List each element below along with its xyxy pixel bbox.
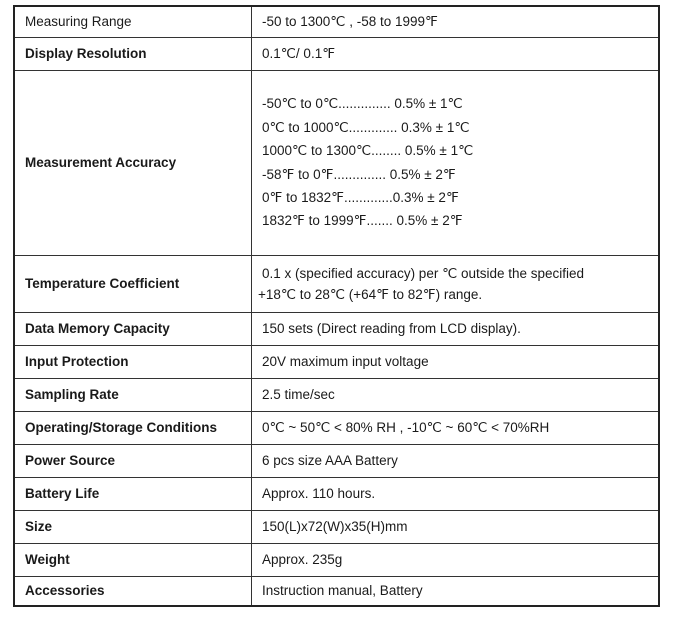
row-data-memory-capacity [14, 312, 659, 345]
power-source-value: 6 pcs size AAA Battery [252, 444, 660, 477]
weight-value: Approx. 235g [252, 543, 660, 576]
row-measurement-accuracy [14, 70, 659, 255]
display-resolution-label: Display Resolution [14, 37, 252, 70]
row-measuring-range [14, 6, 659, 37]
measurement-accuracy-label: Measurement Accuracy [14, 70, 252, 255]
size-value: 150(L)x72(W)x35(H)mm [252, 510, 660, 543]
operating-storage-value: 0℃ ~ 50℃ < 80% RH , -10℃ ~ 60℃ < 70%RH [252, 411, 660, 444]
battery-life-label: Battery Life [14, 477, 252, 510]
input-protection-label: Input Protection [14, 345, 252, 378]
accuracy-line: 1832℉ to 1999℉....... 0.5% ± 2℉ [262, 213, 463, 229]
row-accessories [14, 576, 659, 606]
measuring-range-value: -50 to 1300℃ , -58 to 1999℉ [252, 6, 660, 37]
data-memory-capacity-value: 150 sets (Direct reading from LCD display). [252, 312, 660, 345]
row-operating-storage-conditions [14, 411, 659, 444]
sampling-rate-label: Sampling Rate [14, 378, 252, 411]
temperature-coefficient-line-2: +18℃ to 28℃ (+64℉ to 82℉) range. [258, 286, 483, 302]
row-power-source [14, 444, 659, 477]
accuracy-line: 0℉ to 1832℉.............0.3% ± 2℉ [262, 189, 459, 205]
row-battery-life [14, 477, 659, 510]
row-display-resolution [14, 37, 659, 70]
accuracy-line: -58℉ to 0℉.............. 0.5% ± 2℉ [262, 166, 456, 182]
measuring-range-label: Measuring Range [14, 6, 252, 37]
accessories-label: Accessories [14, 576, 252, 606]
row-size [14, 510, 659, 543]
accuracy-line: 1000℃ to 1300℃........ 0.5% ± 1℃ [262, 143, 474, 159]
power-source-label: Power Source [14, 444, 252, 477]
operating-storage-label: Operating/Storage Conditions [14, 411, 252, 444]
specifications-table [13, 5, 660, 607]
accessories-value: Instruction manual, Battery [252, 576, 660, 606]
temperature-coefficient-line-1: 0.1 x (specified accuracy) per ℃ outside the specified [262, 265, 585, 281]
row-sampling-rate [14, 378, 659, 411]
weight-label: Weight [14, 543, 252, 576]
display-resolution-value: 0.1℃/ 0.1℉ [252, 37, 660, 70]
row-input-protection [14, 345, 659, 378]
size-label: Size [14, 510, 252, 543]
data-memory-capacity-label: Data Memory Capacity [14, 312, 252, 345]
temperature-coefficient-label: Temperature Coefficient [14, 255, 252, 312]
temperature-coefficient-value [252, 255, 660, 312]
accuracy-line: 0℃ to 1000℃............. 0.3% ± 1℃ [262, 119, 470, 135]
input-protection-value: 20V maximum input voltage [252, 345, 660, 378]
row-weight [14, 543, 659, 576]
measurement-accuracy-value [252, 70, 660, 255]
accuracy-line: -50℃ to 0℃.............. 0.5% ± 1℃ [262, 96, 463, 112]
battery-life-value: Approx. 110 hours. [252, 477, 660, 510]
sampling-rate-value: 2.5 time/sec [252, 378, 660, 411]
row-temperature-coefficient [14, 255, 659, 312]
